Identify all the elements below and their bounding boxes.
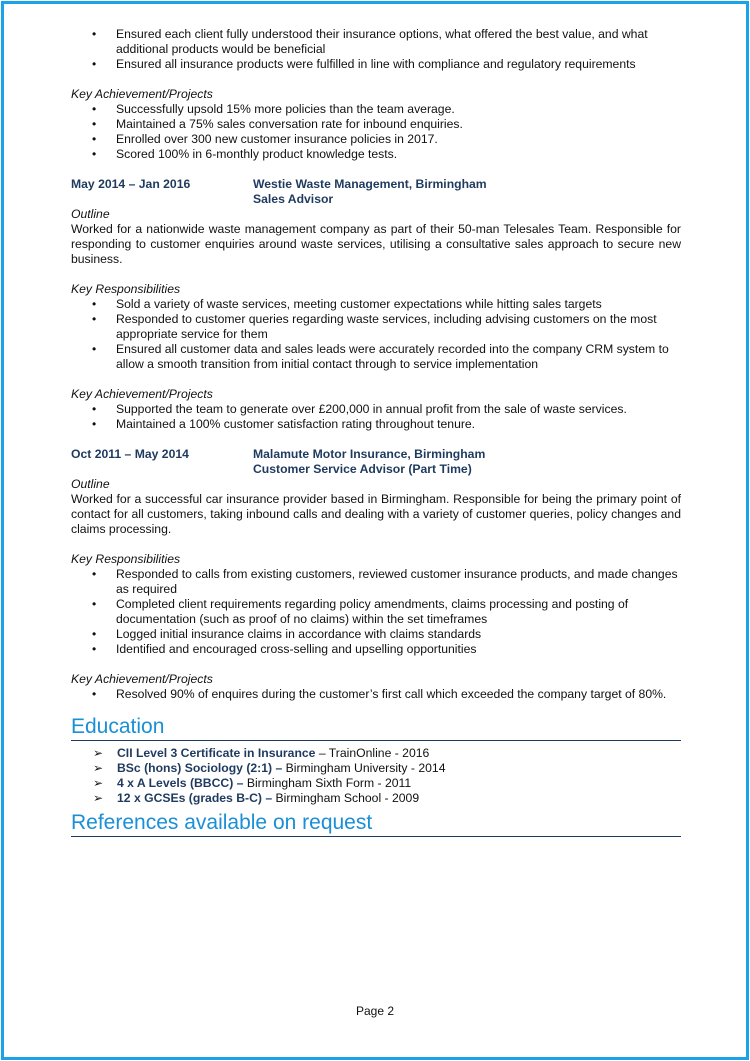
achievements-heading: Key Achievement/Projects — [71, 87, 213, 101]
list-item: • Enrolled over 300 new customer insurance policies in 2017. — [71, 132, 681, 147]
list-item: • Ensured all insurance products were fulfilled in line with compliance and regulatory requirements — [71, 57, 681, 72]
arrow-bullet-icon: ➢ — [93, 746, 104, 760]
job-company: Malamute Motor Insurance, Birmingham — [253, 447, 486, 461]
job-header — [71, 177, 681, 207]
job-dates: May 2014 – Jan 2016 — [71, 177, 191, 191]
job-company: Westie Waste Management, Birmingham — [253, 177, 487, 191]
education-item — [71, 761, 681, 776]
job-role: Customer Service Advisor (Part Time) — [253, 462, 472, 476]
previous-role-achievements — [71, 102, 681, 162]
list-item: • Maintained a 75% sales conversation rate for inbound enquiries. — [71, 117, 681, 132]
responsibilities-heading: Key Responsibilities — [71, 282, 181, 296]
arrow-bullet-icon: ➢ — [93, 761, 104, 775]
education-item — [71, 791, 681, 806]
outline-heading: Outline — [71, 207, 110, 221]
institution: Birmingham University - 2014 — [282, 761, 446, 775]
list-item: • Responded to customer queries regarding waste services, including advising customers on the most appropriate service for them — [71, 312, 681, 342]
education-item — [71, 746, 681, 761]
resume-page — [71, 27, 681, 837]
job-role: Sales Advisor — [253, 192, 334, 206]
list-item: • Ensured each client fully understood their insurance options, what offered the best value, and what additional products would be beneficial — [71, 27, 681, 57]
list-item: • Sold a variety of waste services, meeting customer expectations while hitting sales targets — [71, 297, 681, 312]
job-header — [71, 447, 681, 477]
education-list — [71, 746, 681, 806]
responsibilities-heading: Key Responsibilities — [71, 552, 181, 566]
qualification: CII Level 3 Certificate in Insurance — [117, 746, 316, 760]
qualification: 12 x GCSEs (grades B-C) – — [117, 791, 273, 805]
qualification: BSc (hons) Sociology (2:1) – — [117, 761, 283, 775]
education-item — [71, 776, 681, 791]
page-number: Page 2 — [355, 1004, 395, 1018]
list-item: • Identified and encouraged cross-selling and upselling opportunities — [71, 642, 681, 657]
list-item: • Successfully upsold 15% more policies than the team average. — [71, 102, 681, 117]
outline-heading: Outline — [71, 477, 110, 491]
job-outline: Worked for a successful car insurance provider based in Birmingham. Responsible for being the primary point of contact for all customers, taking inbound calls and dealing with a variety of customer queries, policy changes and claims processing. — [71, 492, 681, 536]
job-achievements — [71, 402, 681, 432]
list-item: • Scored 100% in 6-monthly product knowledge tests. — [71, 147, 681, 162]
list-item: • Resolved 90% of enquires during the customer’s first call which exceeded the company target of 80%. — [71, 687, 681, 702]
education-heading: Education — [71, 716, 681, 741]
institution: – TrainOnline - 2016 — [315, 746, 430, 760]
list-item: • Maintained a 100% customer satisfaction rating throughout tenure. — [71, 417, 681, 432]
arrow-bullet-icon: ➢ — [93, 791, 104, 805]
job-responsibilities — [71, 567, 681, 657]
arrow-bullet-icon: ➢ — [93, 776, 104, 790]
job-responsibilities — [71, 297, 681, 372]
institution: Birmingham Sixth Form - 2011 — [243, 776, 412, 790]
list-item: • Supported the team to generate over £200,000 in annual profit from the sale of waste services. — [71, 402, 681, 417]
job-outline: Worked for a nationwide waste management company as part of their 50-man Telesales Team. Responsible for responding to customer enquiries around waste services, utilising a consultative sales approach to secure new business. — [71, 222, 681, 266]
references-heading: References available on request — [71, 812, 681, 837]
job-dates: Oct 2011 – May 2014 — [71, 447, 189, 461]
list-item: • Responded to calls from existing customers, reviewed customer insurance products, and made changes as required — [71, 567, 681, 597]
previous-role-responsibilities — [71, 27, 681, 72]
institution: Birmingham School - 2009 — [272, 791, 420, 805]
job-title-block — [253, 447, 485, 477]
list-item: • Completed client requirements regarding policy amendments, claims processing and posting of documentation (such as proof of no claims) within the set timeframes — [71, 597, 681, 627]
achievements-heading: Key Achievement/Projects — [71, 672, 213, 686]
list-item: • Ensured all customer data and sales leads were accurately recorded into the company CRM system to allow a smooth transition from initial contact through to service implementation — [71, 342, 681, 372]
list-item: • Logged initial insurance claims in accordance with claims standards — [71, 627, 681, 642]
qualification: 4 x A Levels (BBCC) – — [117, 776, 244, 790]
job-achievements — [71, 687, 681, 702]
achievements-heading: Key Achievement/Projects — [71, 387, 213, 401]
job-title-block — [253, 177, 487, 207]
